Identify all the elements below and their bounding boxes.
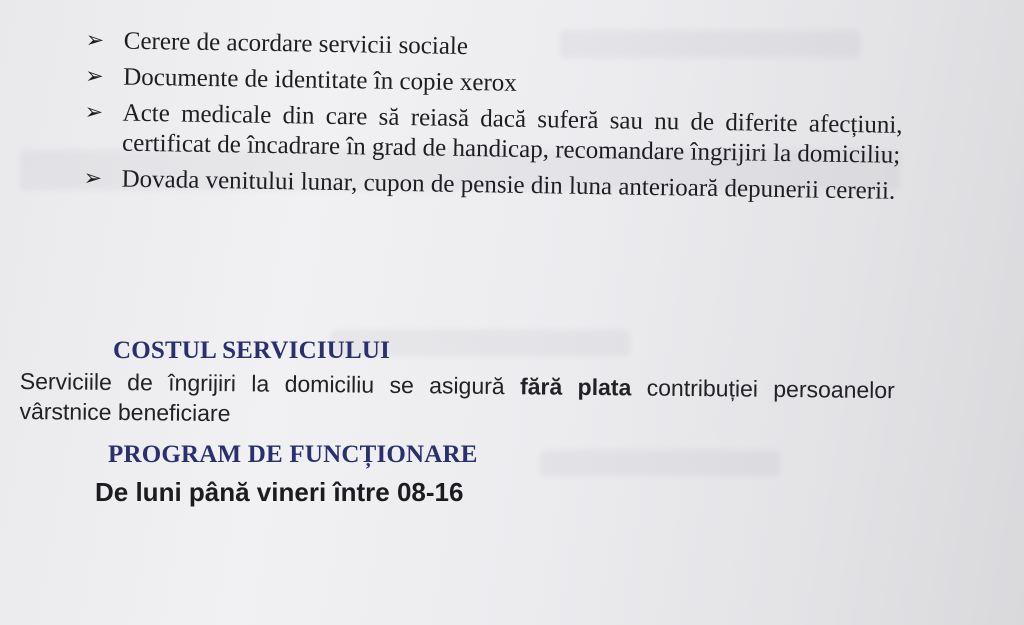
cost-text-before: Serviciile de îngrijiri la domiciliu se asigură bbox=[19, 367, 521, 400]
arrow-bullet-icon: ➢ bbox=[83, 166, 103, 192]
requirement-text: Dovada venitului lunar, cupon de pensie din luna anterioară depunerii cererii. bbox=[121, 165, 896, 205]
bleed-through-shadow bbox=[540, 450, 780, 476]
cost-heading: COSTUL SERVICIULUI bbox=[113, 337, 391, 364]
list-item bbox=[82, 98, 903, 171]
list-item bbox=[83, 62, 903, 105]
arrow-bullet-icon: ➢ bbox=[85, 28, 105, 54]
cost-text-after: contribuției persoanelor vârstnice beneficiare bbox=[19, 374, 895, 427]
schedule-text: De luni până vineri între 08-16 bbox=[95, 477, 464, 507]
requirement-text: Documente de identitate în copie xerox bbox=[122, 63, 517, 97]
list-item bbox=[81, 164, 901, 207]
program-heading: PROGRAM DE FUNCȚIONARE bbox=[108, 441, 478, 468]
arrow-bullet-icon: ➢ bbox=[85, 64, 104, 90]
requirement-text: Cerere de acordare servicii sociale bbox=[123, 27, 469, 61]
cost-text-bold: fără plata bbox=[519, 373, 632, 401]
requirement-text: Acte medicale din care să reiasă dacă suferă sau nu de diferite afecțiuni, certificat de încadrare în grad de handicap, recomandare îngrijiri la domiciliu; bbox=[121, 99, 903, 169]
requirements-list bbox=[81, 26, 904, 213]
arrow-bullet-icon: ➢ bbox=[84, 100, 104, 126]
cost-description bbox=[19, 366, 895, 435]
